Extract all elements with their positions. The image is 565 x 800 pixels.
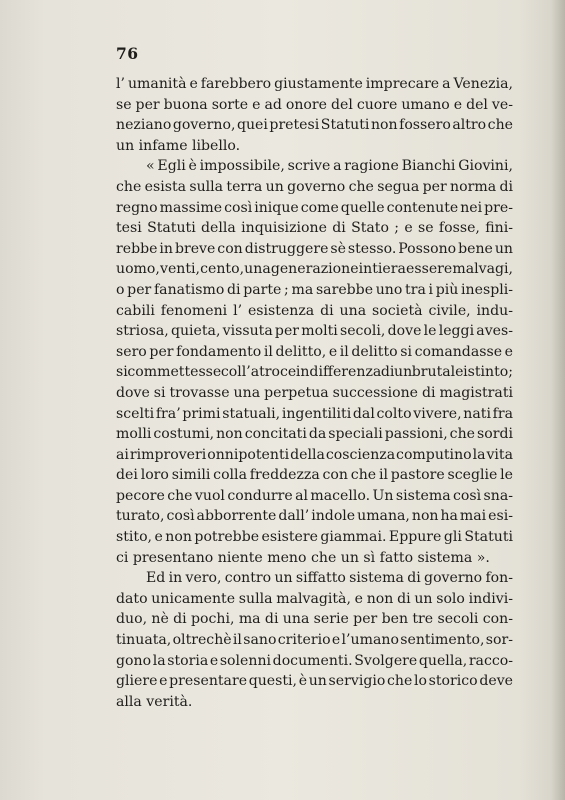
text-line: se per buona sorte e ad onore del cuore umano e del ve- <box>116 96 513 113</box>
text-line: alla verità. <box>116 693 193 710</box>
text-line: dei loro simili colla freddezza con che il pastore sceglie le <box>116 467 513 484</box>
text-line: « Egli è impossibile, scrive a ragione Bianchi Giovini, <box>146 158 513 175</box>
text-line: scelti fra’ primi statuali, ingentiliti dal colto vivere, nati fra <box>116 405 513 422</box>
text-line: un infame libello. <box>116 137 241 154</box>
text-line: regno massime così inique come quelle contenute nei pre- <box>116 199 513 216</box>
text-line: tinuata, oltrechè il sano criterio e l’umano sentimento, sor- <box>116 632 513 649</box>
page-number: 76 <box>116 44 139 63</box>
text-line: ci presentano niente meno che un sì fatto sistema ». <box>116 549 490 566</box>
text-line: uomo, venti, cento, una generazione intiera essere malvagi, <box>116 261 513 278</box>
text-line: duo, nè di pochi, ma di una serie per ben tre secoli con- <box>116 611 513 628</box>
text-line: gono la storia e solenni documenti. Svolgere quella, racco- <box>116 652 513 669</box>
text-line: Ed in vero, contro un siffatto sistema di governo fon- <box>146 570 513 587</box>
text-line: turato, così abborrente dall’ indole umana, non ha mai esi- <box>116 508 513 525</box>
text-line: molli costumi, non concitati da speciali passioni, che sordi <box>116 426 513 443</box>
text-line: stito, e non potrebbe esistere giammai. Eppure gli Statuti <box>116 529 513 546</box>
text-line: sero per fondamento il delitto, e il delitto si comandasse e <box>116 343 513 360</box>
body-text <box>116 74 513 712</box>
text-line: neziano governo, quei pretesi Statuti non fossero altro che <box>116 117 513 134</box>
text-line: l’ umanità e farebbero giustamente imprecare a Venezia, <box>116 76 513 92</box>
text-line: tesi Statuti della inquisizione di Stato ; e se fosse, fini- <box>116 220 513 237</box>
text-line: cabili fenomeni l’ esistenza di una società civile, indu- <box>116 302 513 319</box>
page-edge-shadow <box>551 0 565 800</box>
text-line: che esista sulla terra un governo che segua per norma di <box>116 178 513 195</box>
text-line: si commettesse coll’atroce indifferenza di un brutale istinto; <box>116 364 513 381</box>
text-line: dato unicamente sulla malvagità, e non di un solo indivi- <box>116 590 513 607</box>
text-line: pecore che vuol condurre al macello. Un sistema così sna- <box>116 487 513 504</box>
text-line: dove si trovasse una perpetua successione di magistrati <box>116 384 513 401</box>
text-line: rebbe in breve con distruggere sè stesso. Possono bene un <box>116 240 513 257</box>
text-line: ai rimproveri onnipotenti della coscienza computino la vita <box>116 446 513 463</box>
text-line: gliere e presentare questi, è un servigio che lo storico deve <box>116 673 513 690</box>
text-line: striosa, quieta, vissuta per molti secoli, dove le leggi aves- <box>116 323 513 340</box>
text-line: o per fanatismo di parte ; ma sarebbe uno tra i più inespli- <box>116 281 513 298</box>
